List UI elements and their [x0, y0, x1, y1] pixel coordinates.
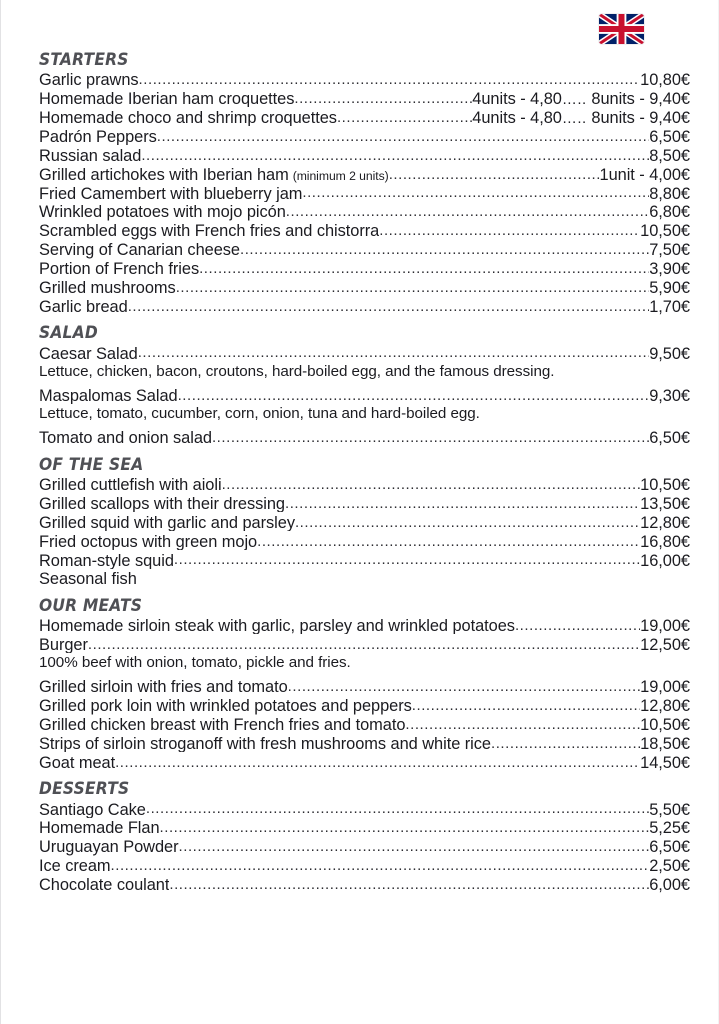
menu-section-starters — [39, 51, 690, 315]
section-title: OF THE SEA — [39, 454, 144, 474]
uk-flag-icon[interactable] — [599, 14, 644, 44]
menu-item-price: 12,80€ — [640, 697, 690, 716]
menu-item[interactable] — [39, 877, 690, 893]
dot-leader — [240, 242, 649, 258]
dot-leader — [302, 186, 649, 202]
menu-item[interactable] — [39, 839, 690, 855]
menu-section-salad — [39, 324, 690, 446]
dot-leader — [174, 553, 640, 569]
menu-item-name: Portion of French fries — [39, 261, 200, 278]
menu-item-price-large: 8units - 9,40€ — [591, 90, 690, 109]
menu-item-description: 100% beef with onion, tomato, pickle and fries. — [39, 654, 351, 672]
menu-item-price: 16,80€ — [640, 532, 690, 551]
menu-item-name: Fried Camembert with blueberry jam — [39, 185, 303, 202]
menu-item[interactable] — [39, 534, 690, 550]
menu-item[interactable] — [39, 346, 690, 362]
menu-item[interactable] — [39, 148, 690, 164]
menu-item-price: 12,80€ — [640, 513, 690, 532]
menu-section-our-meats — [39, 597, 690, 772]
dot-leader — [176, 280, 650, 296]
dot-leader — [146, 802, 649, 818]
menu-item[interactable] — [39, 496, 690, 512]
menu-item-price: 6,50€ — [649, 429, 690, 448]
menu-item-name: Roman-style squid — [39, 552, 174, 569]
menu-item-name: Grilled sirloin with fries and tomato — [39, 679, 288, 696]
dot-leader — [169, 877, 649, 893]
menu-item-price: 19,00€ — [640, 617, 690, 636]
menu-item[interactable] — [39, 129, 690, 145]
menu-item[interactable] — [39, 430, 690, 446]
menu-item[interactable] — [39, 736, 690, 752]
menu-item-price: 13,50€ — [640, 494, 690, 513]
menu-item-price: 1unit - 4,00€ — [599, 165, 690, 184]
menu-item[interactable] — [39, 91, 690, 107]
section-title: OUR MEATS — [39, 595, 143, 615]
menu-item-description: Lettuce, chicken, bacon, croutons, hard-boiled egg, and the famous dressing. — [39, 362, 555, 380]
menu-item-price — [472, 91, 690, 107]
dot-leader — [88, 637, 640, 653]
menu-item-price-small: 4units - 4,80 — [472, 108, 562, 127]
section-title: SALAD — [39, 323, 98, 343]
menu-item-name: Grilled mushrooms — [39, 280, 176, 297]
menu-item[interactable] — [39, 553, 690, 569]
menu-item-name: Ice cream — [39, 858, 111, 875]
menu-item-name: Grilled cuttlefish with aioli — [39, 476, 222, 494]
dot-leader — [294, 91, 472, 107]
dot-leader — [212, 430, 649, 446]
menu-item-name: Santiago Cake — [39, 801, 146, 818]
menu-item-name: Seasonal fish — [39, 571, 137, 588]
menu-item[interactable] — [39, 72, 690, 88]
menu-item-price: 10,50€ — [640, 716, 690, 735]
menu-item-price: 5,50€ — [649, 800, 690, 819]
menu-item[interactable] — [39, 299, 690, 315]
menu-section-desserts — [39, 780, 690, 893]
dot-leader — [115, 755, 640, 771]
menu-item-price — [472, 110, 690, 126]
dot-leader — [285, 496, 640, 512]
menu-item[interactable] — [39, 223, 690, 239]
dot-leader — [405, 717, 640, 733]
menu-item[interactable] — [39, 637, 690, 653]
menu-item[interactable] — [39, 186, 690, 202]
menu-item[interactable] — [39, 698, 690, 714]
dot-leader — [515, 618, 640, 634]
menu-item[interactable] — [39, 477, 690, 493]
dot-leader-inner: ….. — [561, 91, 592, 109]
dot-leader — [379, 223, 640, 239]
dot-leader — [257, 534, 640, 550]
menu-item-name: Homemade sirloin steak with garlic, parsley and wrinkled potatoes — [39, 618, 515, 635]
menu-item-name: Homemade choco and shrimp croquettes — [39, 109, 337, 127]
menu-item[interactable] — [39, 802, 690, 818]
menu-item[interactable] — [39, 618, 690, 634]
dot-leader — [337, 110, 472, 126]
menu-item-price: 12,50€ — [640, 635, 690, 654]
menu-item-name: Strips of sirloin stroganoff with fresh mushrooms and white rice — [39, 736, 491, 753]
menu-item[interactable] — [39, 388, 690, 404]
menu-item-name: Tomato and onion salad — [39, 430, 212, 447]
menu-item-name: Chocolate coulant — [39, 877, 170, 894]
menu-item[interactable] — [39, 167, 690, 183]
menu-item-price: 7,50€ — [649, 241, 690, 260]
menu-section-of-the-sea — [39, 456, 690, 588]
menu-item-price: 14,50€ — [640, 753, 690, 772]
section-title: STARTERS — [39, 50, 129, 69]
menu-item[interactable] — [39, 280, 690, 296]
menu-item[interactable] — [39, 515, 690, 531]
menu-item-price: 3,90€ — [649, 260, 690, 279]
dot-leader — [138, 346, 650, 362]
menu-item-note: (minimum 2 units) — [292, 168, 389, 183]
menu-item-price: 6,80€ — [649, 203, 690, 222]
dot-leader — [179, 839, 650, 855]
menu-item-name: Grilled chicken breast with French fries and tomato — [39, 717, 406, 734]
menu-item-price: 6,50€ — [649, 838, 690, 857]
menu-item-price-small: 4units - 4,80 — [472, 90, 562, 109]
menu-item-price: 16,00€ — [640, 551, 690, 570]
menu-item-name: Homemade Iberian ham croquettes — [39, 91, 295, 108]
menu-item-price: 1,70€ — [649, 298, 690, 317]
menu-item-name: Grilled scallops with their dressing — [39, 495, 285, 513]
menu-item-price-large: 8units - 9,40€ — [591, 108, 690, 127]
menu-item[interactable] — [39, 820, 690, 836]
menu-item-name: Maspalomas Salad — [39, 387, 178, 405]
menu-item-name: Fried octopus with green mojo — [39, 533, 258, 551]
menu-item-name: Uruguayan Powder — [39, 839, 179, 856]
dot-leader — [139, 72, 641, 88]
dot-leader-inner: ….. — [561, 109, 592, 127]
menu-item-price: 10,50€ — [640, 475, 690, 494]
dot-leader — [160, 820, 650, 836]
menu-item-name: Goat meat — [39, 754, 116, 772]
dot-leader — [295, 515, 640, 531]
menu-item-name: Padrón Peppers — [39, 128, 157, 146]
menu-item-name: Garlic bread — [39, 299, 128, 316]
menu-item-name: Russian salad — [39, 147, 142, 165]
menu-item-price: 6,00€ — [649, 876, 690, 895]
menu-item-price: 19,00€ — [640, 678, 690, 697]
dot-leader — [288, 679, 640, 695]
menu-item-description: Lettuce, tomato, cucumber, corn, onion, tuna and hard-boiled egg. — [39, 405, 480, 423]
menu-item-name: Scrambled eggs with French fries and chistorra — [39, 223, 380, 240]
menu-item-name: Garlic prawns — [39, 72, 139, 89]
menu-item-price: 9,50€ — [649, 344, 690, 363]
section-title: DESSERTS — [39, 779, 130, 799]
dot-leader — [286, 205, 649, 221]
menu-item-price: 18,50€ — [640, 735, 690, 754]
menu-item-price: 8,50€ — [649, 146, 690, 165]
menu-item-price: 6,50€ — [649, 127, 690, 146]
dot-leader — [491, 736, 640, 752]
menu-item[interactable] — [39, 204, 690, 220]
dot-leader — [412, 698, 640, 714]
menu-item-price: 5,25€ — [649, 819, 690, 838]
menu-sections — [1, 51, 718, 894]
menu-item-name: Serving of Canarian cheese — [39, 242, 240, 259]
dot-leader — [199, 261, 649, 277]
menu-item[interactable] — [39, 858, 690, 874]
menu-item[interactable] — [39, 571, 690, 587]
dot-leader — [178, 388, 650, 404]
dot-leader — [141, 148, 649, 164]
dot-leader — [157, 129, 649, 145]
menu-item-price: 9,30€ — [649, 386, 690, 405]
menu-item[interactable] — [39, 242, 690, 258]
menu-item-name: Grilled artichokes with Iberian ham — [39, 166, 289, 184]
menu-item[interactable] — [39, 261, 690, 277]
dot-leader — [111, 858, 650, 874]
menu-header — [1, 0, 718, 48]
dot-leader — [222, 477, 641, 493]
menu-item-price: 10,80€ — [640, 71, 690, 90]
menu-item-price: 2,50€ — [649, 857, 690, 876]
menu-item-name: Burger — [39, 636, 88, 654]
menu-item[interactable] — [39, 717, 690, 733]
menu-item-name: Wrinkled potatoes with mojo picón — [39, 204, 286, 221]
menu-item-name: Grilled pork loin with wrinkled potatoes and peppers — [39, 698, 412, 715]
menu-item[interactable] — [39, 110, 690, 126]
dot-leader — [389, 167, 600, 183]
menu-item[interactable] — [39, 755, 690, 771]
menu-item-price: 5,90€ — [649, 279, 690, 298]
menu-item-price: 10,50€ — [640, 222, 690, 241]
dot-leader — [128, 299, 650, 315]
menu-item-name: Caesar Salad — [39, 345, 138, 362]
menu-item-price: 8,80€ — [649, 184, 690, 203]
menu-item-name: Homemade Flan — [39, 820, 160, 837]
menu-item[interactable] — [39, 679, 690, 695]
menu-item-name: Grilled squid with garlic and parsley — [39, 514, 295, 532]
